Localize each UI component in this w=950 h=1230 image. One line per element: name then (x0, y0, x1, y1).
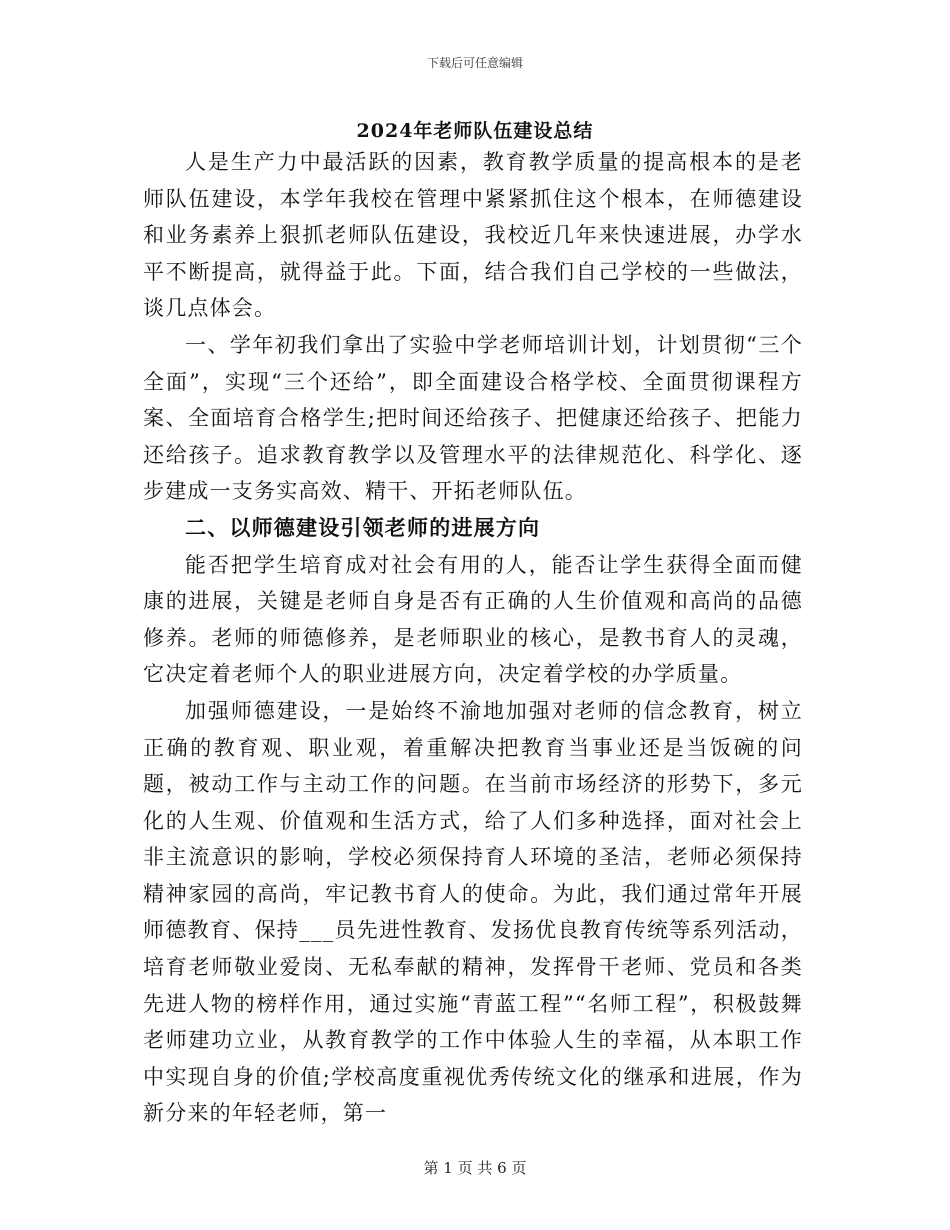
paragraph-ethics-importance: 能否把学生培育成对社会有用的人，能否让学生获得全面而健康的进展，关键是老师自身是否有正确的人生价值观和高尚的品德修养。老师的师德修养，是老师职业的核心，是教书育人的灵魂，它决定着老师个人的职业进展方向，决定着学校的办学质量。 (143, 552, 803, 687)
paragraph-ethics-measures: 加强师德建设，一是始终不渝地加强对老师的信念教育，树立正确的教育观、职业观，着重解决把教育当事业还是当饭碗的问题，被动工作与主动工作的问题。在当前市场经济的形势下，多元化的人生观、价值观和生活方式，给了人们多种选择，面对社会上非主流意识的影响，学校必须保持育人环境的圣洁，老师必须保持精神家园的高尚，牢记教书育人的使命。为此，我们通过常年开展师德教育、保持___员先进性教育、发扬优良教育传统等系列活动，培育老师敬业爱岗、无私奉献的精神，发挥骨干老师、党员和各类先进人物的榜样作用，通过实施“青蓝工程”“名师工程”，积极鼓舞老师建功立业，从教育教学的工作中体验人生的幸福，从本职工作中实现自身的价值;学校高度重视优秀传统文化的继承和进展，作为新分来的年轻老师，第一 (143, 698, 803, 1126)
document-title: 2024年老师队伍建设总结 (356, 120, 594, 142)
page-number: 第 1 页 共 6 页 (423, 1159, 527, 1177)
paragraph-section-one: 一、学年初我们拿出了实验中学老师培训计划，计划贯彻“三个全面”，实现“三个还给”，即全面建设合格学校、全面贯彻课程方案、全面培育合格学生;把时间还给孩子、把健康还给孩子、把能力还给孩子。追求教育教学以及管理水平的法律规范化、科学化、逐步建成一支务实高效、精干、开拓老师队伍。 (143, 332, 803, 504)
section-heading-two: 二、以师德建设引领老师的进展方向 (185, 514, 541, 540)
paragraph-intro: 人是生产力中最活跃的因素，教育教学质量的提高根本的是老师队伍建设，本学年我校在管理中紧紧抓住这个根本，在师德建设和业务素养上狠抓老师队伍建设，我校近几年来快速进展，办学水平不断提高，就得益于此。下面，结合我们自己学校的一些做法，谈几点体会。 (143, 150, 803, 321)
page-header-note: 下载后可任意编辑 (426, 56, 523, 70)
document-body (143, 144, 803, 1132)
